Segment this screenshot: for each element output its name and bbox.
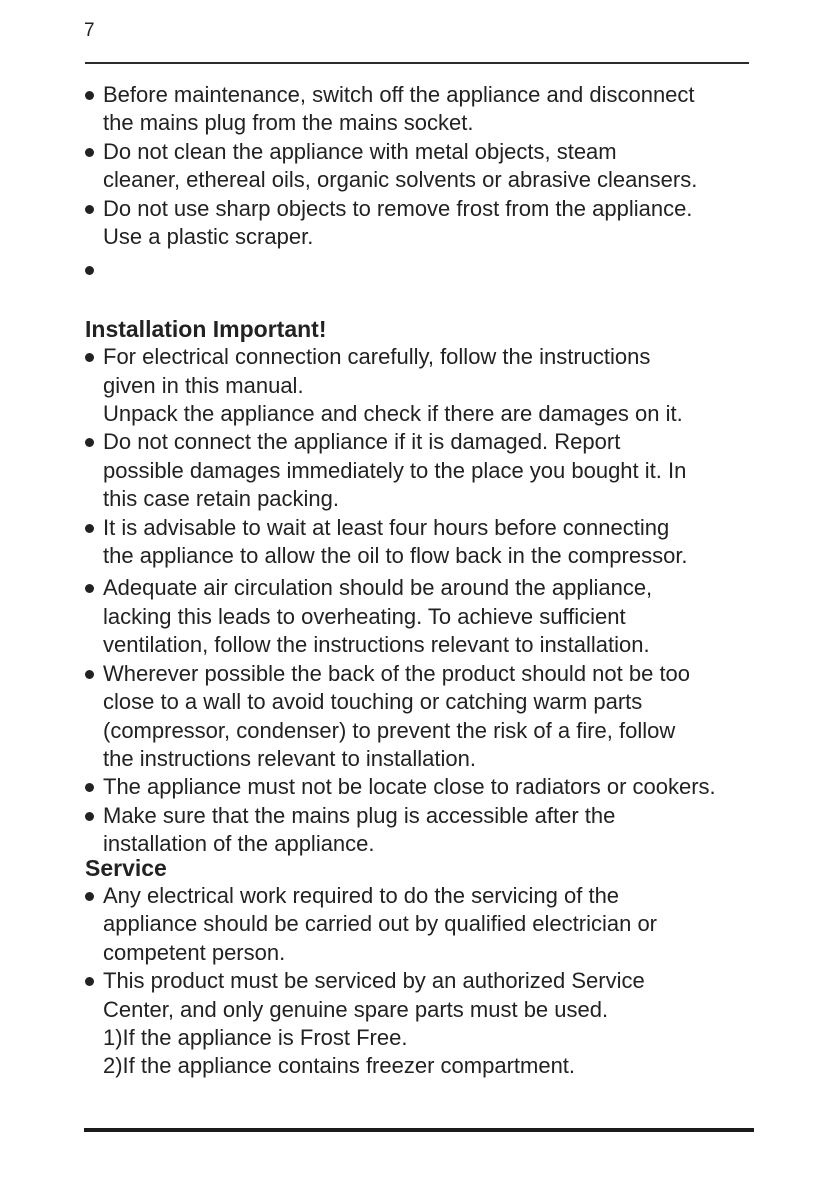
list-item: [85, 81, 775, 138]
text-line: the instructions relevant to installation.: [103, 745, 476, 771]
text-line: Do not use sharp objects to remove frost from the appliance.: [103, 195, 693, 221]
section-heading-installation: Installation Important!: [85, 315, 327, 342]
text-line: ventilation, follow the instructions relevant to installation.: [103, 632, 650, 658]
list-item: [85, 660, 775, 774]
text-line: Adequate air circulation should be around the appliance,: [103, 575, 653, 601]
text-line: (compressor, condenser) to prevent the risk of a fire, follow: [103, 717, 676, 743]
bullet-icon: [85, 783, 94, 792]
text-line: this case retain packing.: [103, 486, 340, 512]
text-line: close to a wall to avoid touching or catching warm parts: [103, 689, 643, 715]
list-item: [85, 882, 775, 967]
bottom-divider-rule: [84, 1128, 754, 1132]
bullet-icon: [85, 812, 94, 821]
text-line: Unpack the appliance and check if there are damages on it.: [103, 401, 683, 427]
bullet-icon: [85, 438, 94, 447]
page-content: [85, 81, 775, 1081]
text-line: the mains plug from the mains socket.: [103, 110, 474, 136]
list-item: [85, 343, 775, 428]
bullet-icon: [85, 205, 94, 214]
text-line: For electrical connection carefully, follow the instructions: [103, 344, 651, 370]
text-line: cleaner, ethereal oils, organic solvents or abrasive cleansers.: [103, 167, 698, 193]
text-line: possible damages immediately to the place you bought it. In: [103, 457, 687, 483]
bullet-icon: [85, 524, 94, 533]
bullet-icon: [85, 91, 94, 100]
text-line: given in this manual.: [103, 372, 304, 398]
text-line: 1)If the appliance is Frost Free.: [103, 1024, 408, 1050]
text-line: Any electrical work required to do the servicing of the: [103, 882, 620, 908]
text-line: Do not connect the appliance if it is damaged. Report: [103, 429, 621, 455]
bullet-icon: [85, 977, 94, 986]
text-line: Make sure that the mains plug is accessible after the: [103, 802, 616, 828]
bullet-icon: [85, 148, 94, 157]
list-item: [85, 802, 775, 859]
bullet-icon: [85, 670, 94, 679]
text-line: Before maintenance, switch off the appliance and disconnect: [103, 82, 695, 107]
list-item: [85, 138, 775, 195]
bullet-icon: [85, 353, 94, 362]
text-line: the appliance to allow the oil to flow back in the compressor.: [103, 543, 688, 569]
list-item: [85, 514, 775, 571]
text-line: competent person.: [103, 939, 286, 965]
text-line: 2)If the appliance contains freezer compartment.: [103, 1053, 576, 1079]
section-heading-service: Service: [85, 854, 167, 881]
text-line: The appliance must not be locate close to radiators or cookers.: [103, 774, 716, 800]
bullet-icon: [85, 892, 94, 901]
list-item: [85, 428, 775, 513]
list-item: [85, 574, 775, 659]
top-divider-rule: [85, 62, 749, 64]
list-item: [85, 967, 775, 1081]
text-line: Use a plastic scraper.: [103, 224, 314, 250]
page-number: 7: [84, 20, 95, 41]
text-line: appliance should be carried out by qualified electrician or: [103, 911, 658, 937]
text-line: Wherever possible the back of the product should not be too: [103, 660, 691, 686]
text-line: lacking this leads to overheating. To achieve sufficient: [103, 603, 626, 629]
text-line: Do not clean the appliance with metal objects, steam: [103, 138, 617, 164]
list-item: [85, 195, 775, 252]
bullet-icon: [85, 266, 94, 275]
list-item-empty: [85, 256, 775, 284]
text-line: It is advisable to wait at least four hours before connecting: [103, 514, 670, 540]
list-item: [85, 773, 775, 801]
text-line: installation of the appliance.: [103, 831, 375, 857]
bullet-icon: [85, 584, 94, 593]
text-line: This product must be serviced by an authorized Service: [103, 968, 645, 994]
text-line: Center, and only genuine spare parts must be used.: [103, 996, 609, 1022]
